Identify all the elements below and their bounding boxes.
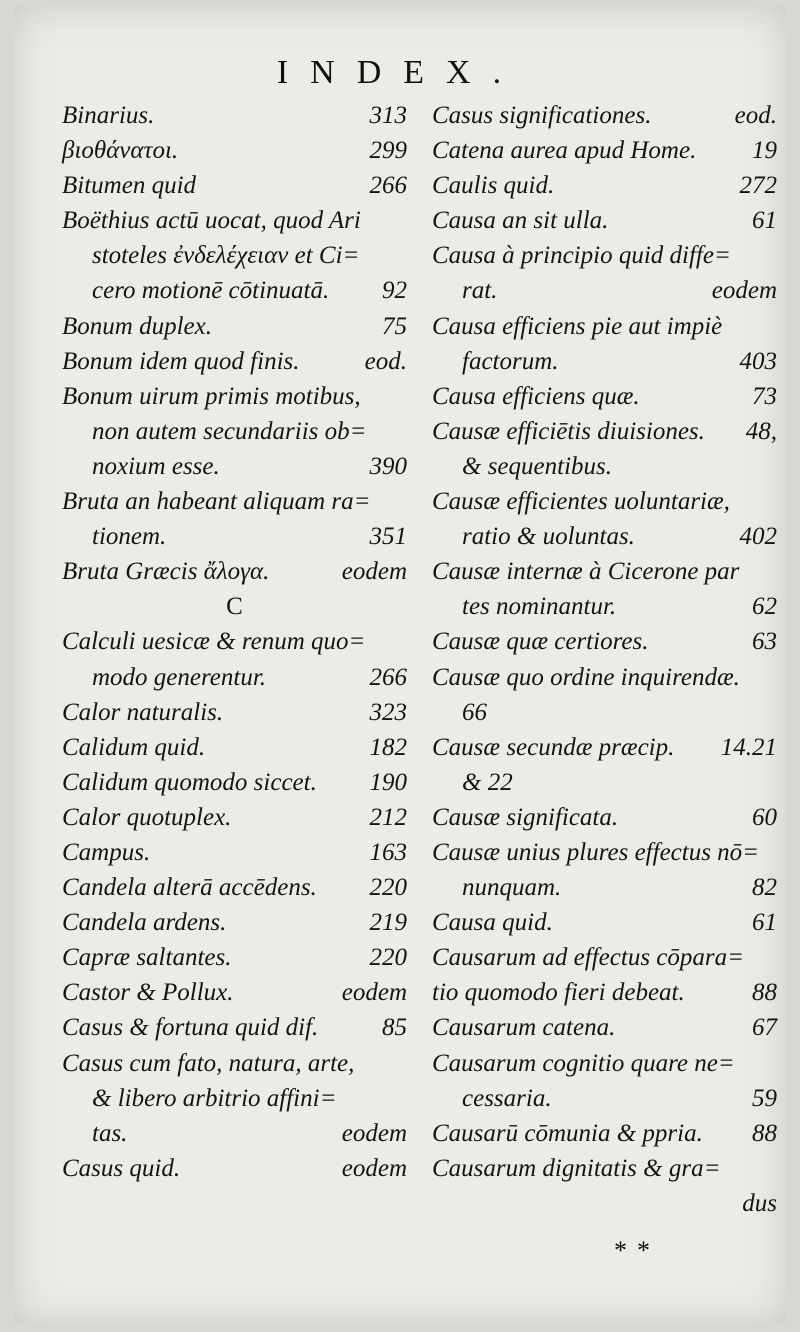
entry-text: cero motionē cōtinuatā. xyxy=(92,277,330,305)
index-entry xyxy=(432,309,777,344)
index-entry xyxy=(432,1116,777,1151)
index-entry xyxy=(432,344,777,379)
index-entry xyxy=(62,484,407,519)
index-entry xyxy=(432,905,777,940)
index-entry xyxy=(62,554,407,589)
index-entry xyxy=(62,905,407,940)
left-index-column xyxy=(62,98,407,1186)
index-entry xyxy=(62,835,407,870)
signature-marks: ** xyxy=(614,1236,660,1265)
index-entry xyxy=(62,800,407,835)
index-entry xyxy=(432,414,777,449)
page-reference: 190 xyxy=(369,768,407,796)
page-reference: 61 xyxy=(752,207,777,235)
index-entry xyxy=(432,203,777,238)
page-reference: 82 xyxy=(752,874,777,902)
entry-text: Causæ significata. xyxy=(432,803,619,831)
page-reference: 163 xyxy=(369,838,407,866)
page-reference: 19 xyxy=(752,137,777,165)
entry-text: Casus & fortuna quid dif. xyxy=(62,1014,319,1042)
entry-text: Candela alterā accēdens. xyxy=(62,874,317,902)
page-reference: 60 xyxy=(752,803,777,831)
page-reference: 14.21 xyxy=(720,733,777,761)
index-entry xyxy=(62,519,407,554)
page-reference: 63 xyxy=(752,628,777,656)
index-entry xyxy=(62,695,407,730)
index-entry xyxy=(62,98,407,133)
index-entry xyxy=(432,519,777,554)
index-entry xyxy=(432,1186,777,1221)
index-entry xyxy=(62,940,407,975)
entry-text: Candela ardens. xyxy=(62,909,227,937)
index-entry xyxy=(432,835,777,870)
page-reference: eodem xyxy=(341,558,407,586)
index-entry xyxy=(432,940,777,975)
entry-text: Catena aurea apud Home. xyxy=(432,137,697,165)
page-reference: 272 xyxy=(739,172,777,200)
index-entry xyxy=(432,695,777,730)
index-entry xyxy=(62,203,407,238)
entry-text: Causa efficiens pie aut impiè xyxy=(432,312,723,340)
page-reference: 88 xyxy=(752,979,777,1007)
index-entry xyxy=(432,273,777,308)
entry-text: Binarius. xyxy=(62,102,155,129)
entry-text: C xyxy=(226,593,243,621)
index-entry xyxy=(62,449,407,484)
entry-text: stoteles ἐνδελέχειαν et Ci= xyxy=(92,242,360,270)
entry-text: Bitumen quid xyxy=(62,172,197,200)
entry-text: Causarū cōmunia & ppria. xyxy=(432,1119,703,1147)
index-entry xyxy=(432,800,777,835)
entry-text: tionem. xyxy=(92,523,167,551)
index-entry xyxy=(432,379,777,414)
page-reference: eodem xyxy=(341,1119,407,1147)
entry-text: & libero arbitrio affini= xyxy=(92,1084,337,1112)
entry-text: Causæ secundæ præcip. xyxy=(432,733,675,761)
entry-text: Causæ efficientes uoluntariæ, xyxy=(432,488,730,516)
index-entry xyxy=(432,870,777,905)
index-entry xyxy=(432,98,777,133)
entry-text: cessaria. xyxy=(462,1084,552,1112)
page-reference: 67 xyxy=(752,1014,777,1042)
page-reference: 351 xyxy=(369,523,407,551)
entry-text: Calculi uesicæ & renum quo= xyxy=(62,628,366,656)
index-entry xyxy=(432,624,777,659)
page-reference: 73 xyxy=(752,382,777,410)
page-reference: 299 xyxy=(369,137,407,165)
page-reference: 85 xyxy=(382,1014,407,1042)
page-reference: eodem xyxy=(341,1154,407,1182)
page-reference: 219 xyxy=(369,909,407,937)
index-entry xyxy=(432,554,777,589)
entry-text: Causa à principio quid diffe= xyxy=(432,242,731,270)
entry-text: Causarum dignitatis & gra= xyxy=(432,1154,721,1182)
entry-text: Bonum idem quod finis. xyxy=(62,347,300,375)
entry-text: Calidum quomodo siccet. xyxy=(62,768,317,796)
index-entry xyxy=(62,414,407,449)
entry-text: Bonum duplex. xyxy=(62,312,212,340)
index-entry xyxy=(432,133,777,168)
page-reference: 75 xyxy=(382,312,407,340)
entry-text: Causæ unius plures effectus nō= xyxy=(432,838,760,866)
page-reference: 62 xyxy=(752,593,777,621)
entry-text: Campus. xyxy=(62,838,151,866)
entry-text: ratio & uoluntas. xyxy=(462,523,635,551)
index-page xyxy=(14,6,786,1324)
entry-text: modo generentur. xyxy=(92,663,267,691)
entry-text: Boëthius actū uocat, quod Ari xyxy=(62,207,361,235)
index-entry xyxy=(62,1116,407,1151)
entry-text: tes nominantur. xyxy=(462,593,617,621)
index-entry xyxy=(62,133,407,168)
index-entry xyxy=(62,238,407,273)
entry-text: Casus cum fato, natura, arte, xyxy=(62,1049,355,1077)
index-entry xyxy=(62,344,407,379)
index-entry xyxy=(432,1046,777,1081)
entry-text: Bruta an habeant aliquam ra= xyxy=(62,488,371,516)
index-entry xyxy=(62,168,407,203)
entry-text: Causæ quo ordine inquirendæ. xyxy=(432,663,740,691)
page-reference: 390 xyxy=(369,452,407,480)
index-entry xyxy=(432,589,777,624)
entry-text: non autem secundariis ob= xyxy=(92,417,367,445)
page-reference: 220 xyxy=(369,874,407,902)
index-entry xyxy=(432,730,777,765)
page-reference: 402 xyxy=(739,523,777,551)
index-entry xyxy=(432,765,777,800)
entry-text: Casus significationes. xyxy=(432,102,652,129)
entry-text: Causa efficiens quæ. xyxy=(432,382,640,410)
entry-text: Causæ efficiētis diuisiones. xyxy=(432,417,705,445)
index-entry xyxy=(62,1081,407,1116)
entry-text: tio quomodo fieri debeat. xyxy=(432,979,685,1007)
index-entry xyxy=(432,1010,777,1045)
entry-text: dus xyxy=(742,1189,777,1217)
entry-text: nunquam. xyxy=(462,874,562,902)
entry-text: & sequentibus. xyxy=(462,452,612,480)
entry-text: Causarum cognitio quare ne= xyxy=(432,1049,735,1077)
page-reference: 313 xyxy=(369,102,407,129)
entry-text: factorum. xyxy=(462,347,559,375)
entry-text: Causa an sit ulla. xyxy=(432,207,609,235)
index-entry xyxy=(62,975,407,1010)
entry-text: Capræ saltantes. xyxy=(62,944,232,972)
entry-text: Calidum quid. xyxy=(62,733,206,761)
entry-text: Calor naturalis. xyxy=(62,698,224,726)
index-entry xyxy=(62,309,407,344)
entry-text: Casus quid. xyxy=(62,1154,181,1182)
entry-text: Calor quotuplex. xyxy=(62,803,232,831)
index-entry xyxy=(62,870,407,905)
entry-text: Causæ quæ certiores. xyxy=(432,628,649,656)
section-letter xyxy=(62,589,407,624)
index-entry xyxy=(62,273,407,308)
page-reference: eodem xyxy=(711,277,777,305)
page-reference: 88 xyxy=(752,1119,777,1147)
page-reference: 266 xyxy=(369,172,407,200)
index-entry xyxy=(432,238,777,273)
entry-text: Causarum catena. xyxy=(432,1014,616,1042)
entry-text: 66 xyxy=(462,698,487,726)
index-entry xyxy=(62,660,407,695)
index-entry xyxy=(432,449,777,484)
index-entry xyxy=(432,975,777,1010)
entry-text: Caulis quid. xyxy=(432,172,555,200)
entry-text: tas. xyxy=(92,1119,128,1147)
page-header: INDEX. xyxy=(276,54,524,91)
entry-text: rat. xyxy=(462,277,498,305)
right-index-column xyxy=(432,98,777,1221)
entry-text: noxium esse. xyxy=(92,452,220,480)
index-entry xyxy=(432,1081,777,1116)
page-reference: 92 xyxy=(382,277,407,305)
entry-text: Causa quid. xyxy=(432,909,553,937)
index-entry xyxy=(62,730,407,765)
page-reference: 212 xyxy=(369,803,407,831)
index-entry xyxy=(62,624,407,659)
entry-text: βιοθάνατοι. xyxy=(62,137,179,165)
entry-text: Bruta Græcis ἄλογα. xyxy=(62,558,270,586)
page-reference: 323 xyxy=(369,698,407,726)
page-reference: 266 xyxy=(369,663,407,691)
entry-text: & 22 xyxy=(462,768,513,796)
page-reference: 220 xyxy=(369,944,407,972)
index-entry xyxy=(62,1010,407,1045)
page-reference: 182 xyxy=(369,733,407,761)
entry-text: Castor & Pollux. xyxy=(62,979,234,1007)
entry-text: Causæ internæ à Cicerone par xyxy=(432,558,740,586)
entry-text: Causarum ad effectus cōpara= xyxy=(432,944,744,972)
index-entry xyxy=(432,660,777,695)
page-reference: eod. xyxy=(734,102,777,129)
entry-text: Bonum uirum primis motibus, xyxy=(62,382,361,410)
page-reference: 59 xyxy=(752,1084,777,1112)
index-entry xyxy=(432,484,777,519)
page-reference: 403 xyxy=(739,347,777,375)
index-entry xyxy=(62,1046,407,1081)
index-entry xyxy=(432,1151,777,1186)
page-reference: 61 xyxy=(752,909,777,937)
index-entry xyxy=(62,1151,407,1186)
page-reference: 48, xyxy=(745,417,777,445)
index-entry xyxy=(62,765,407,800)
page-reference: eodem xyxy=(341,979,407,1007)
page-reference: eod. xyxy=(364,347,407,375)
index-entry xyxy=(432,168,777,203)
index-entry xyxy=(62,379,407,414)
